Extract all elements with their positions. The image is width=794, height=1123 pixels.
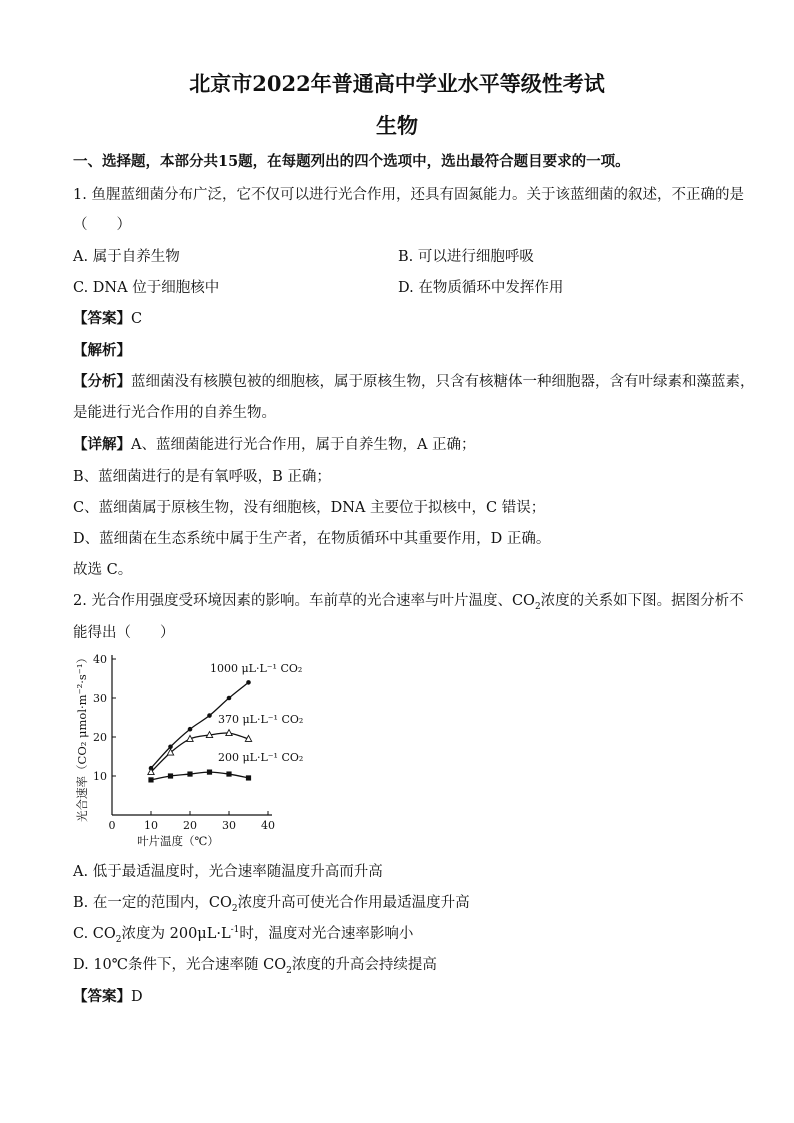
q2-answer [73, 985, 733, 1006]
data-point [227, 696, 232, 701]
data-point [188, 727, 193, 732]
answer-value: D [131, 989, 143, 1005]
data-point [207, 713, 212, 718]
q1-analysis-tag [73, 339, 733, 360]
q2-option-a: A. 低于最适温度时，光合速率随温度升高而升高 [73, 864, 383, 880]
detail-tag: 【详解】 [73, 436, 131, 453]
q2-opt-b-sub: 2 [231, 903, 238, 914]
q2-opt-b-b: 浓度升高可使光合作用最适温度升高 [237, 895, 470, 911]
y-tick-label: 30 [93, 692, 107, 705]
data-point [207, 770, 212, 775]
q2-stem-part-a: 2. 光合作用强度受环境因素的影响。车前草的光合速率与叶片温度、CO [73, 593, 535, 609]
data-point [148, 777, 153, 782]
q2-option-c [73, 922, 733, 945]
y-tick-label: 40 [93, 653, 107, 666]
analysis-tag: 【解析】 [73, 342, 131, 359]
q1-option-d: D. 在物质循环中发挥作用 [398, 280, 564, 296]
fenxi-tag: 【分析】 [73, 373, 131, 390]
x-tick-label: 40 [261, 819, 275, 832]
x-axis-label: 叶片温度（℃） [137, 834, 219, 848]
q2-opt-c-sup: -1 [230, 925, 240, 936]
q2-opt-d-a: D. 10℃条件下，光合速率随 CO [73, 957, 287, 973]
data-point [226, 771, 231, 776]
q2-opt-d-b: 浓度的升高会持续提高 [291, 957, 437, 973]
q2-stem-sub: 2 [534, 601, 541, 612]
x-tick-label: 20 [183, 819, 197, 832]
q1-detail-c: C、蓝细菌属于原核生物，没有细胞核，DNA 主要位于拟核中，C 错误； [73, 500, 546, 516]
q2-opt-d-sub: 2 [286, 965, 292, 976]
x-tick-label: 10 [144, 819, 158, 832]
detail-a-text: A、蓝细菌能进行光合作用，属于自养生物，A 正确； [131, 437, 476, 453]
q2-option-d [73, 953, 733, 976]
fenxi-text: 蓝细菌没有核膜包被的细胞核，属于原核生物，只含有核糖体一种细胞器，含有叶绿素和藻蓝素， [131, 374, 755, 390]
q1-detail-d: D、蓝细菌在生态系统中属于生产者，在物质循环中其重要作用，D 正确。 [73, 531, 551, 547]
data-point [246, 680, 251, 685]
q2-stem-line1 [73, 589, 744, 612]
q1-option-b: B. 可以进行细胞呼吸 [398, 249, 534, 265]
data-point [187, 771, 192, 776]
q1-fenxi-line2: 是能进行光合作用的自养生物。 [73, 405, 276, 421]
q1-answer [73, 307, 733, 328]
section-heading: 一、选择题，本部分共15题，在每题列出的四个选项中，选出最符合题目要求的一项。 [73, 153, 630, 170]
data-point [246, 775, 251, 780]
q2-opt-c-a: C. CO [73, 926, 116, 942]
q1-detail-a [73, 433, 733, 454]
series-label: 370 μL·L⁻¹ CO₂ [218, 713, 304, 726]
x-tick-label: 30 [222, 819, 236, 832]
q1-stem-line2: （ ） [73, 217, 131, 233]
q1-option-c: C. DNA 位于细胞核中 [73, 280, 220, 296]
q2-option-b [73, 891, 733, 914]
answer-tag: 【答案】 [73, 988, 131, 1005]
chart-axes [112, 655, 272, 815]
chart-series [148, 680, 252, 782]
data-point [168, 773, 173, 778]
q2-opt-b-a: B. 在一定的范围内，CO [73, 895, 232, 911]
subject-title: 生物 [376, 113, 418, 138]
q2-stem-part-b: 浓度的关系如下图。据图分析不 [540, 593, 744, 609]
series-line [151, 772, 249, 780]
exam-title: 北京市2022年普通高中学业水平等级性考试 [189, 71, 605, 96]
y-tick-label: 10 [93, 770, 107, 783]
q1-conclusion: 故选 C。 [73, 562, 133, 578]
answer-tag: 【答案】 [73, 310, 131, 327]
q1-fenxi-line1 [73, 370, 755, 391]
q2-opt-c-b: 浓度为 200μL·L [121, 926, 231, 942]
photosynthesis-chart [70, 645, 330, 850]
y-tick-label: 20 [93, 731, 107, 744]
x-tick-label: 0 [108, 819, 116, 832]
q2-opt-c-c: 时，温度对光合速率影响小 [239, 926, 414, 942]
q2-stem-line2: 能得出（ ） [73, 625, 175, 641]
series-2 [148, 770, 251, 783]
q2-opt-c-sub: 2 [115, 934, 122, 945]
q1-stem-line1: 1. 鱼腥蓝细菌分布广泛，它不仅可以进行光合作用，还具有固氮能力。关于该蓝细菌的叙述，不正确的是 [73, 187, 744, 203]
q1-option-a: A. 属于自养生物 [73, 249, 180, 265]
series-label: 200 μL·L⁻¹ CO₂ [218, 751, 304, 764]
series-label: 1000 μL·L⁻¹ CO₂ [210, 662, 303, 675]
q1-detail-b: B、蓝细菌进行的是有氧呼吸，B 正确； [73, 469, 331, 485]
answer-value: C [131, 311, 143, 327]
y-axis-label: 光合速率（CO₂ μmol·m⁻²·s⁻¹） [75, 652, 89, 822]
